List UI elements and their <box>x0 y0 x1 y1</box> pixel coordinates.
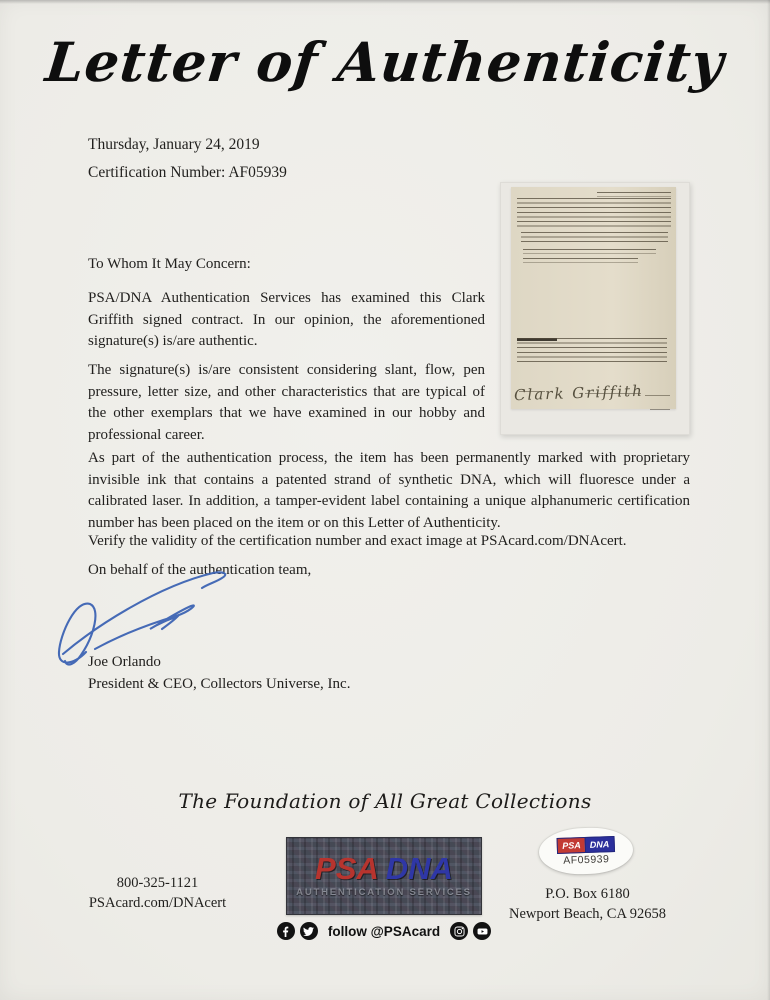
contact-right <box>490 884 685 924</box>
contract-photo <box>500 182 690 435</box>
verify-line: Verify the validity of the certification number and exact image at PSAcard.com/DNAcert. <box>88 533 627 549</box>
hologram-subtitle: AUTHENTICATION SERVICES <box>296 887 472 898</box>
facebook-icon <box>277 922 295 940</box>
letter-title: Letter of Authenticity <box>42 30 728 94</box>
paragraph-dna-marking: As part of the authentication process, the item has been permanently marked with proprietary invisible ink that contains a patented strand of synthetic DNA, which will fluoresce under a calibrated laser. In addition, a tamper-evident label containing a unique alphanumeric certification number has been placed on the item or on this Letter of Authenticity. <box>88 450 690 531</box>
psa-dna-hologram-label <box>286 837 482 915</box>
instagram-icon <box>450 922 468 940</box>
hologram-dna-text: DNA <box>385 851 453 886</box>
cert-sticker <box>538 826 634 875</box>
letter-date: Thursday, January 24, 2019 <box>88 136 260 153</box>
contract-text-block <box>523 249 656 254</box>
sticker-psa-text: PSA <box>557 837 585 854</box>
paragraph-characteristics: The signature(s) is/are consistent considering slant, flow, pen pressure, letter size, and other characteristics that are typical of the other exemplars that we have examined in our hobby and professional career. <box>88 362 485 443</box>
sticker-cert-number: AF05939 <box>563 852 610 867</box>
city-line: Newport Beach, CA 92658 <box>508 906 667 922</box>
hologram-psa-text: PSA <box>315 851 379 886</box>
contract-blank-line <box>645 395 670 396</box>
youtube-icon <box>473 922 491 940</box>
hologram-brand <box>315 851 453 886</box>
paragraph-opinion: PSA/DNA Authentication Services has examined this Clark Griffith signed contract. In our opinion, the aforementioned signature(s) is/are authentic. <box>88 290 485 349</box>
sticker-psa-dna-logo <box>557 836 615 854</box>
social-follow-text: follow @PSAcard <box>327 923 441 939</box>
po-box-line: P.O. Box 6180 <box>545 886 630 902</box>
signer-title: President & CEO, Collectors Universe, Inc. <box>88 676 351 692</box>
certification-number-line: Certification Number: AF05939 <box>88 164 287 181</box>
sticker-dna-text: DNA <box>584 836 614 853</box>
salutation: To Whom It May Concern: <box>88 256 251 272</box>
contract-blank-line <box>650 409 670 410</box>
contract-text-block <box>597 192 671 197</box>
contract-text-block <box>521 232 668 246</box>
closing-line: On behalf of the authentication team, <box>88 562 312 578</box>
contact-left <box>70 873 245 913</box>
clark-griffith-signature: Clark Griffith <box>513 381 645 405</box>
website-url: PSAcard.com/DNAcert <box>88 895 227 911</box>
contract-text-block <box>517 338 667 362</box>
social-row <box>270 920 498 942</box>
phone-number: 800-325-1121 <box>116 875 199 891</box>
twitter-icon <box>300 922 318 940</box>
signer-name: Joe Orlando <box>88 654 161 670</box>
tagline: The Foundation of All Great Collections <box>178 789 592 813</box>
contract-text-block <box>523 258 638 263</box>
contract-document <box>511 187 676 409</box>
contract-text-block <box>517 198 671 228</box>
